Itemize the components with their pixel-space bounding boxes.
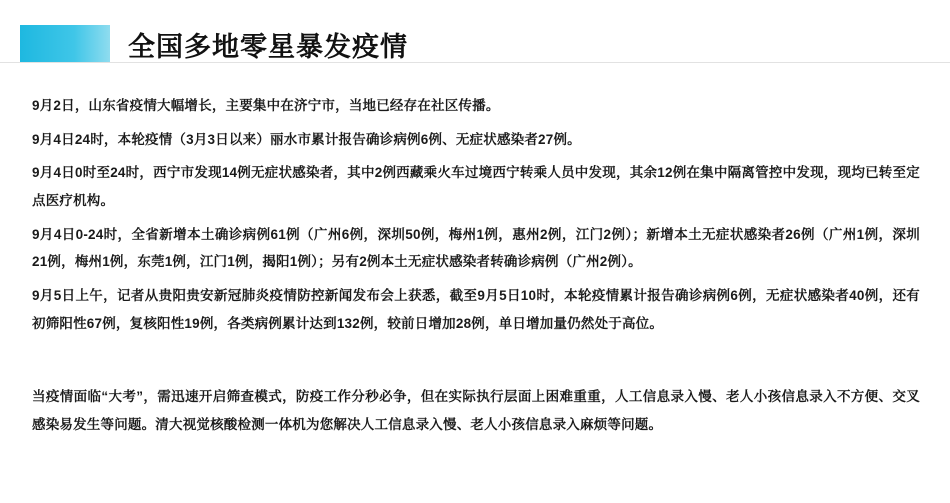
closing-paragraph: 当疫情面临“大考”，需迅速开启筛查模式，防疫工作分秒必争，但在实际执行层面上困难重重，人工信息录入慢、老人小孩信息录入不方便、交叉感染易发生等问题。清大视觉核酸检测一体机为您解决人工信息录入慢、老人小孩信息录入麻烦等问题。 (32, 389, 920, 433)
document-body (0, 74, 950, 439)
paragraph: 9月4日0-24时，全省新增本土确诊病例61例（广州6例，深圳50例，梅州1例，惠州2例，江门2例）；新增本土无症状感染者26例（广州1例，深圳21例，梅州1例，东莞1例，江门1例，揭阳1例）；另有2例本土无症状感染者转确诊病例（广州2例）。 (32, 226, 920, 270)
paragraph-spacer (32, 343, 920, 357)
paragraph: 9月2日，山东省疫情大幅增长，主要集中在济宁市，当地已经存在社区传播。 (32, 98, 500, 113)
header-divider (0, 62, 950, 63)
page-title: 全国多地零星暴发疫情 (128, 31, 408, 62)
header-accent-bar (20, 25, 110, 63)
paragraph: 9月4日0时至24时，西宁市发现14例无症状感染者，其中2例西藏乘火车过境西宁转乘人员中发现，其余12例在集中隔离管控中发现，现均已转至定点医疗机构。 (32, 165, 920, 209)
paragraph: 9月4日24时，本轮疫情（3月3日以来）丽水市累计报告确诊病例6例、无症状感染者27例。 (32, 131, 581, 147)
paragraph: 9月5日上午，记者从贵阳贵安新冠肺炎疫情防控新闻发布会上获悉，截至9月5日10时，本轮疫情累计报告确诊病例6例，无症状感染者40例，还有初筛阳性67例，复核阳性19例，各类病例累计达到132例，较前日增加28例，单日增加量仍然处于高位。 (32, 288, 920, 331)
